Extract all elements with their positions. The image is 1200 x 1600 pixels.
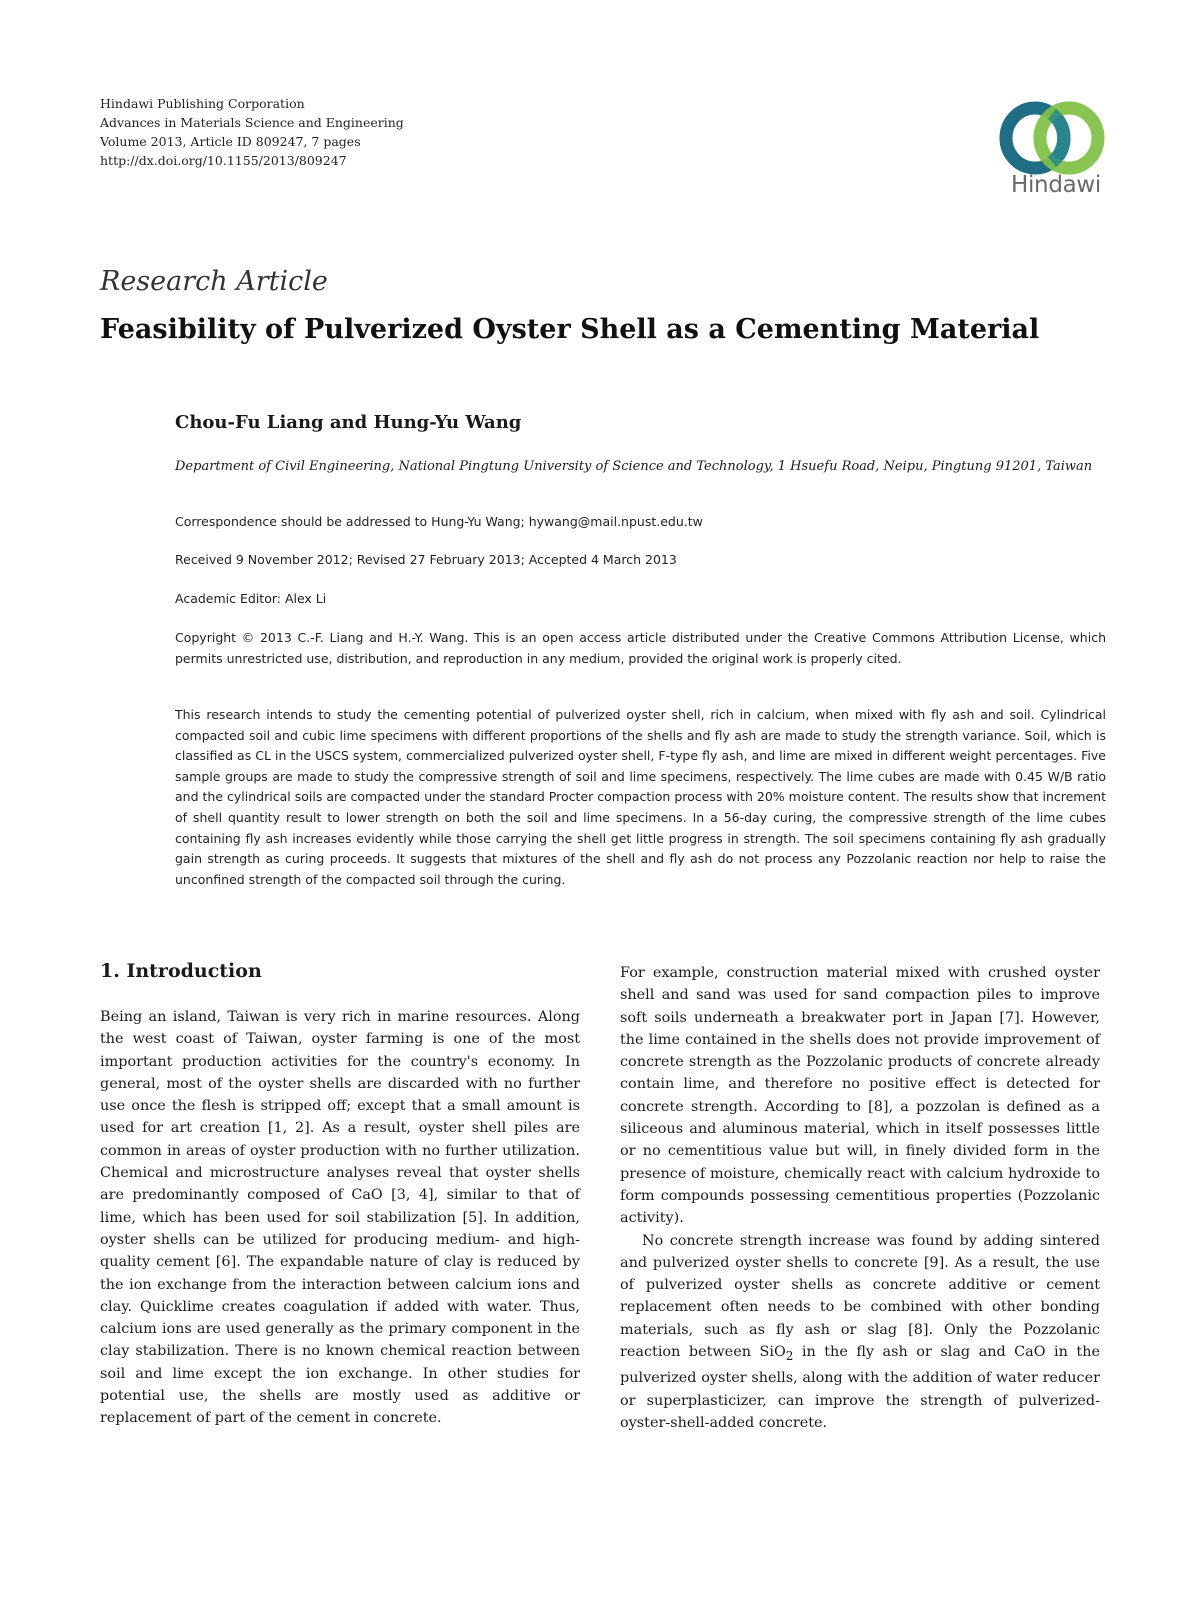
correspondence: Correspondence should be addressed to Hung-Yu Wang; hywang@mail.npust.edu.tw — [175, 514, 703, 529]
article-title: Feasibility of Pulverized Oyster Shell as a Cementing Material — [100, 314, 1040, 345]
volume-info: Volume 2013, Article ID 809247, 7 pages — [100, 134, 361, 149]
academic-editor: Academic Editor: Alex Li — [175, 591, 327, 606]
doi-link[interactable]: http://dx.doi.org/10.1155/2013/809247 — [100, 153, 347, 168]
publisher-line: Hindawi Publishing Corporation — [100, 96, 305, 111]
section-heading-introduction: 1. Introduction — [100, 960, 262, 982]
journal-header — [100, 94, 404, 170]
intro-paragraph-3-part-2: in the fly ash or slag and CaO in the pulverized oyster shells, along with the addition of water reducer or superplasticizer, can improve the strength of pulverized-oyster-shell-added concrete. — [620, 1344, 1100, 1431]
article-dates: Received 9 November 2012; Revised 27 February 2013; Accepted 4 March 2013 — [175, 552, 677, 567]
copyright-notice: Copyright © 2013 C.-F. Liang and H.-Y. Wang. This is an open access article distributed under the Creative Commons Attribution License, which permits unrestricted use, distribution, and reproduction in any medium, provided the original work is properly cited. — [175, 630, 1106, 666]
subscript-2: 2 — [785, 1348, 794, 1363]
column-left — [100, 1006, 580, 1430]
hindawi-wordmark: Hindawi — [1010, 172, 1102, 198]
abstract: This research intends to study the cementing potential of pulverized oyster shell, rich in calcium, when mixed with fly ash and soil. Cylindrical compacted soil and cubic lime specimens with different proportions of the shells and fly ash are made to study the strength variance. Soil, which is classified as CL in the USCS system, commercialized pulverized oyster shell, F-type fly ash, and lime are mixed in different weight percentages. Five sample groups are made to study the compressive strength of soil and lime specimens, respectively. The lime cubes are made with 0.45 W/B ratio and the cylindrical soils are compacted under the standard Procter compaction process with 20% moisture content. The results show that increment of shell quantity result to lower strength on both the soil and lime specimens. In a 56-day curing, the compressive strength of the lime cubes containing fly ash increases evidently while those carrying the shell get little progress in strength. The soil specimens containing fly ash gradually gain strength as curing proceeds. It suggests that mixtures of the shell and fly ash do not process any Pozzolanic reaction nor help to raise the unconfined strength of the compacted soil through the curing. — [175, 707, 1106, 887]
intro-paragraph-1: Being an island, Taiwan is very rich in marine resources. Along the west coast of Taiwan, oyster farming is one of the most important production activities for the country's economy. In general, most of the oyster shells are discarded with no further use once the flesh is stripped off; except that a small amount is used for art creation [1, 2]. As a result, oyster shell piles are common in areas of oyster production with no further utilization. Chemical and microstructure analyses reveal that oyster shells are predominantly composed of CaO [3, 4], similar to that of lime, which has been used for soil stabilization [5]. In addition, oyster shells can be utilized for producing medium- and high-quality cement [6]. The expandable nature of clay is reduced by the ion exchange from the interaction between calcium ions and clay. Quicklime creates coagulation if added with water. Thus, calcium ions are used generally as the primary component in the clay stabilization. There is no known chemical reaction between soil and lime except the ion exchange. In other studies for potential use, the shells are mostly used as additive or replacement of part of the cement in concrete. — [100, 1009, 580, 1427]
intro-paragraph-2: For example, construction material mixed with crushed oyster shell and sand was used for sand compaction piles to improve soft soils underneath a breakwater port in Japan [7]. However, the lime contained in the shells does not provide improvement of concrete strength as the Pozzolanic products of concrete already contain lime, and therefore no positive effect is detected for concrete strength. According to [8], a pozzolan is defined as a siliceous and aluminous material, which in itself possesses little or no cementitious value but will, in finely divided form in the presence of moisture, chemically react with calcium hydroxide to form compounds possessing cementitious properties (Pozzolanic activity). — [620, 965, 1100, 1227]
authors: Chou-Fu Liang and Hung-Yu Wang — [175, 412, 522, 433]
intro-paragraph-3-part-1: No concrete strength increase was found by adding sintered and pulverized oyster shells to concrete [9]. As a result, the use of pulverized oyster shells as concrete additive or cement replacement often needs to be combined with other bonding materials, such as fly ash or slag [8]. Only the Pozzolanic reaction between SiO — [620, 1232, 1100, 1361]
affiliation: Department of Civil Engineering, National Pingtung University of Science and Technology, 1 Hsuefu Road, Neipu, Pingtung 91201, Taiwan — [175, 459, 1093, 474]
article-type: Research Article — [100, 266, 328, 297]
journal-name: Advances in Materials Science and Engineering — [100, 115, 404, 130]
column-right — [620, 962, 1100, 1434]
intro-paragraph-3 — [620, 1230, 1100, 1435]
